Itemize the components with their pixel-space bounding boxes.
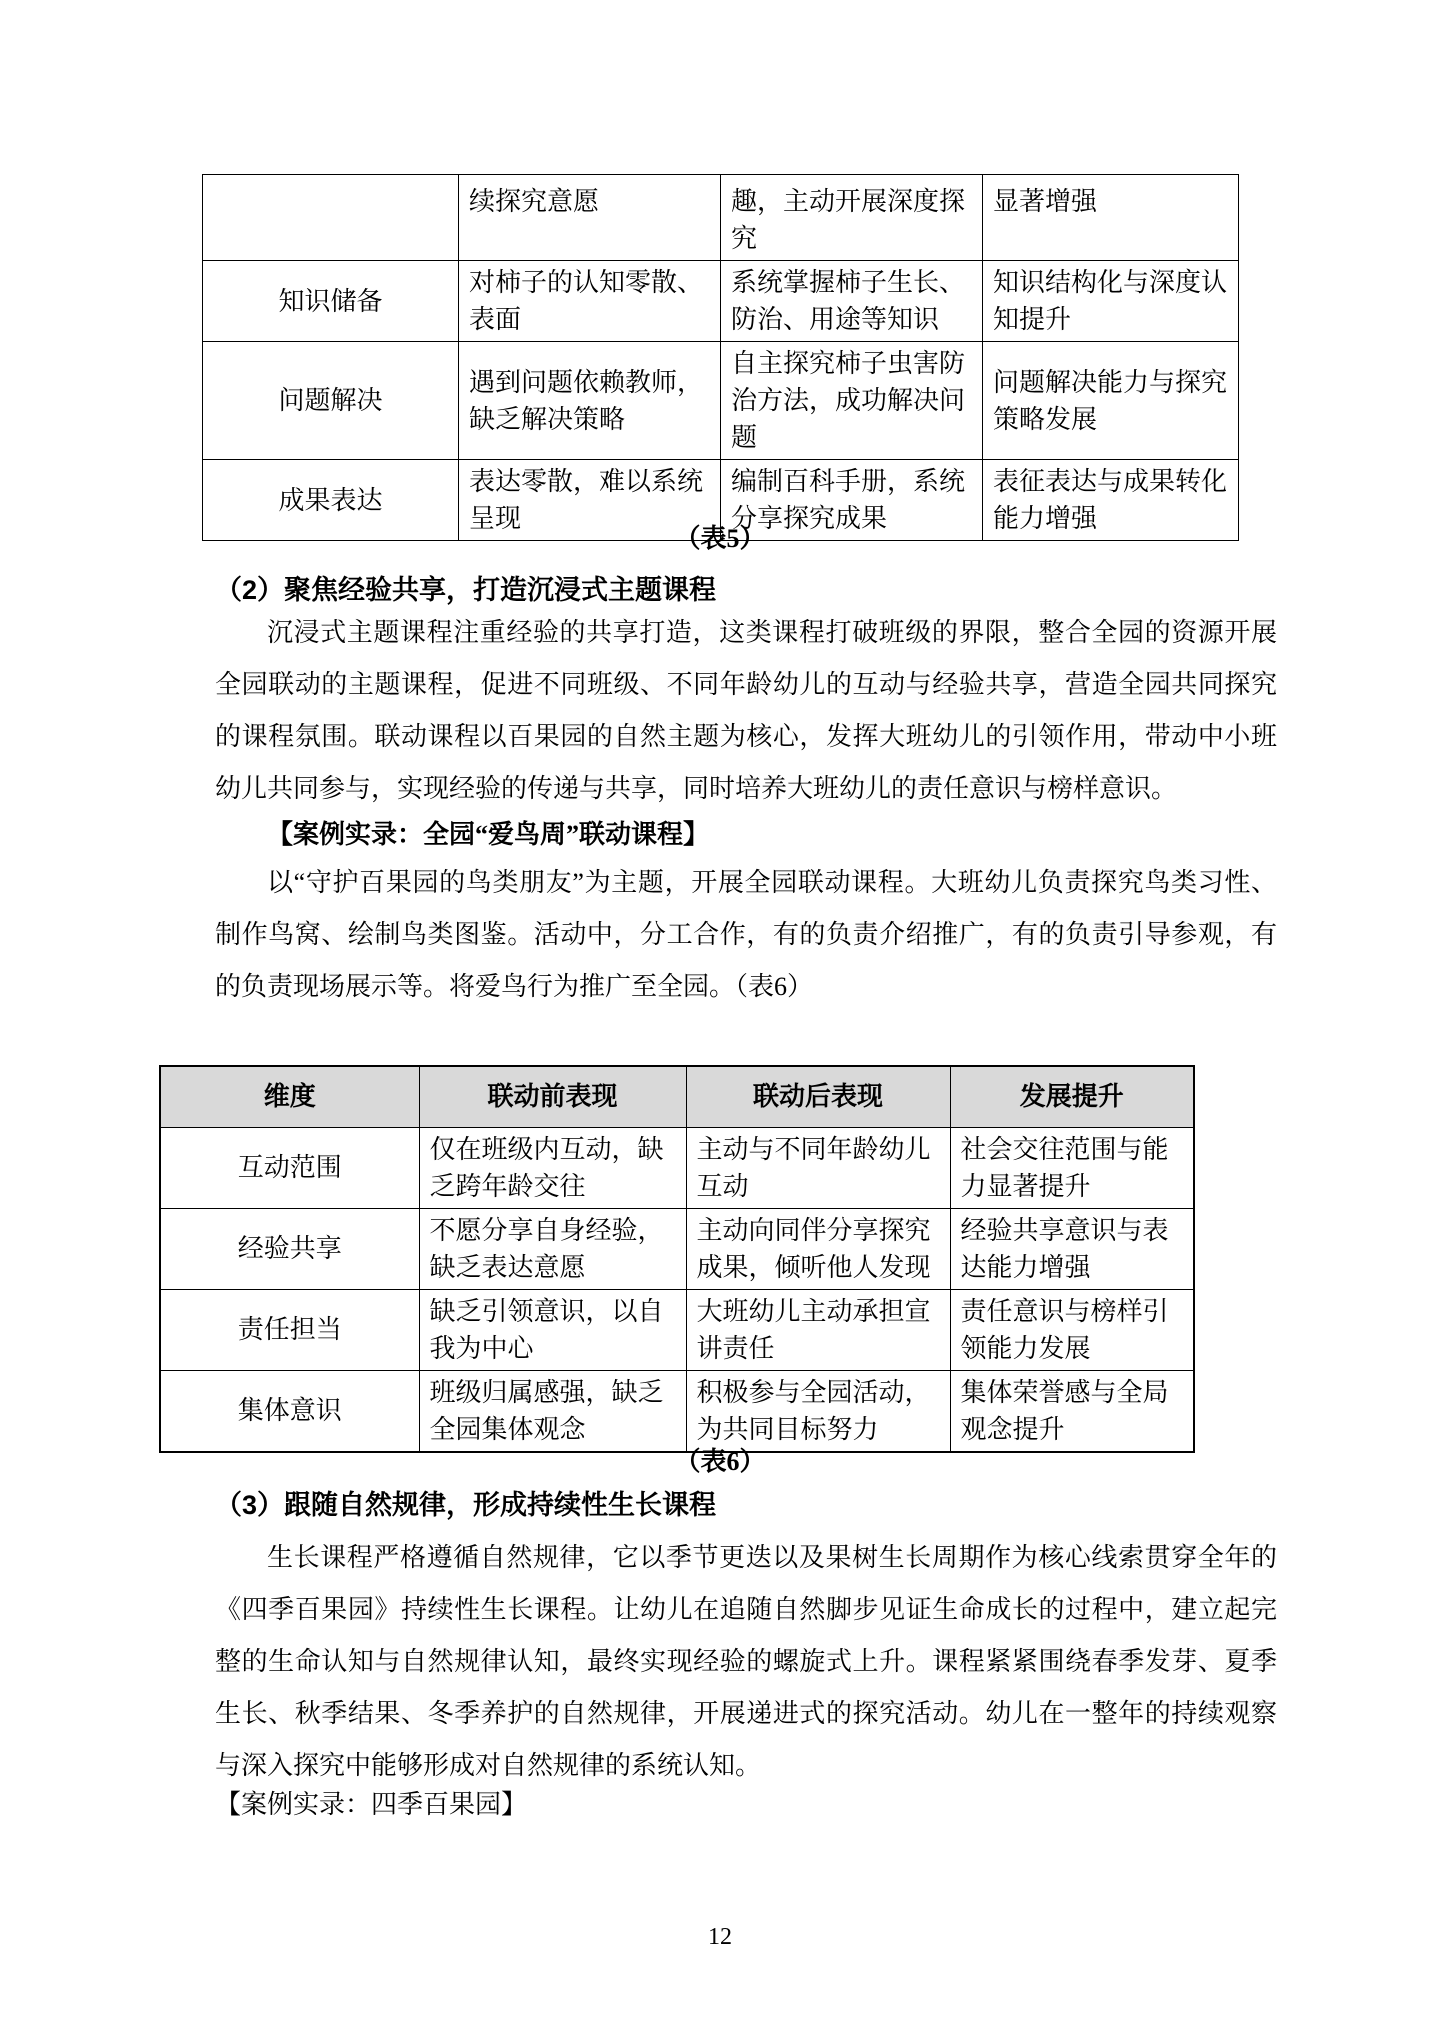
table-row bbox=[160, 1127, 1194, 1208]
table-header-cell: 维度 bbox=[160, 1066, 419, 1127]
table-cell: 表达零散，难以系统呈现 bbox=[459, 460, 721, 541]
case-record-title-four-seasons: 【案例实录：四季百果园】 bbox=[215, 1790, 528, 1819]
table-cell: 积极参与全园活动，为共同目标努力 bbox=[686, 1370, 950, 1452]
table-cell: 大班幼儿主动承担宣讲责任 bbox=[686, 1289, 950, 1370]
table-cell: 仅在班级内互动，缺乏跨年龄交往 bbox=[419, 1127, 686, 1208]
table-row bbox=[203, 261, 1239, 342]
table-6 bbox=[159, 1065, 1195, 1453]
section-2-heading: （2）聚焦经验共享，打造沉浸式主题课程 bbox=[215, 575, 717, 605]
table-header-cell: 联动前表现 bbox=[419, 1066, 686, 1127]
table-cell: 责任意识与榜样引领能力发展 bbox=[950, 1289, 1194, 1370]
table-row bbox=[160, 1289, 1194, 1370]
table-cell: 成果表达 bbox=[203, 460, 459, 541]
table-cell: 显著增强 bbox=[983, 175, 1239, 261]
table-cell: 集体意识 bbox=[160, 1370, 419, 1452]
table-cell: 经验共享意识与表达能力增强 bbox=[950, 1208, 1194, 1289]
table-cell: 知识储备 bbox=[203, 261, 459, 342]
table-cell bbox=[203, 175, 459, 261]
table-row bbox=[160, 1370, 1194, 1452]
table-cell: 表征表达与成果转化能力增强 bbox=[983, 460, 1239, 541]
table-cell: 社会交往范围与能力显著提升 bbox=[950, 1127, 1194, 1208]
table-cell: 集体荣誉感与全局观念提升 bbox=[950, 1370, 1194, 1452]
table-cell: 主动与不同年龄幼儿互动 bbox=[686, 1127, 950, 1208]
section-3-heading: （3）跟随自然规律，形成持续性生长课程 bbox=[215, 1490, 717, 1520]
table-header-row bbox=[160, 1066, 1194, 1127]
table-cell: 责任担当 bbox=[160, 1289, 419, 1370]
table-cell: 问题解决 bbox=[203, 342, 459, 460]
table-row bbox=[203, 175, 1239, 261]
table-cell: 自主探究柿子虫害防治方法，成功解决问题 bbox=[721, 342, 983, 460]
table-cell: 趣，主动开展深度探究 bbox=[721, 175, 983, 261]
page-number: 12 bbox=[708, 1924, 732, 1950]
table-cell: 不愿分享自身经验，缺乏表达意愿 bbox=[419, 1208, 686, 1289]
table-row bbox=[203, 342, 1239, 460]
table-cell: 系统掌握柿子生长、防治、用途等知识 bbox=[721, 261, 983, 342]
table-cell: 知识结构化与深度认知提升 bbox=[983, 261, 1239, 342]
table-cell: 互动范围 bbox=[160, 1127, 419, 1208]
section-2-paragraph: 沉浸式主题课程注重经验的共享打造，这类课程打破班级的界限，整合全园的资源开展全园联动的主题课程，促进不同班级、不同年龄幼儿的互动与经验共享，营造全园共同探究的课程氛围。联动课程以百果园的自然主题为核心，发挥大班幼儿的引领作用，带动中小班幼儿共同参与，实现经验的传递与共享，同时培养大班幼儿的责任意识与榜样意识。 bbox=[215, 618, 1277, 803]
table-6-caption: （表6） bbox=[674, 1447, 766, 1476]
table-5 bbox=[202, 174, 1239, 541]
case-record-paragraph-bird-week: 以“守护百果园的鸟类朋友”为主题，开展全园联动课程。大班幼儿负责探究鸟类习性、制作鸟窝、绘制鸟类图鉴。活动中，分工合作，有的负责介绍推广，有的负责引导参观，有的负责现场展示等。将爱鸟行为推广至全园。（表6） bbox=[215, 868, 1277, 1001]
table-header-cell: 联动后表现 bbox=[686, 1066, 950, 1127]
table-cell: 续探究意愿 bbox=[459, 175, 721, 261]
section-3-paragraph: 生长课程严格遵循自然规律，它以季节更迭以及果树生长周期作为核心线索贯穿全年的《四季百果园》持续性生长课程。让幼儿在追随自然脚步见证生命成长的过程中，建立起完整的生命认知与自然规律认知，最终实现经验的螺旋式上升。课程紧紧围绕春季发芽、夏季生长、秋季结果、冬季养护的自然规律，开展递进式的探究活动。幼儿在一整年的持续观察与深入探究中能够形成对自然规律的系统认知。 bbox=[215, 1543, 1277, 1780]
table-header-cell: 发展提升 bbox=[950, 1066, 1194, 1127]
table-cell: 缺乏引领意识，以自我为中心 bbox=[419, 1289, 686, 1370]
table-cell: 班级归属感强，缺乏全园集体观念 bbox=[419, 1370, 686, 1452]
table-cell: 问题解决能力与探究策略发展 bbox=[983, 342, 1239, 460]
table-row bbox=[160, 1208, 1194, 1289]
table-cell: 遇到问题依赖教师，缺乏解决策略 bbox=[459, 342, 721, 460]
table-cell: 主动向同伴分享探究成果，倾听他人发现 bbox=[686, 1208, 950, 1289]
table-cell: 编制百科手册，系统分享探究成果 bbox=[721, 460, 983, 541]
case-record-title-bird-week: 【案例实录：全园“爱鸟周”联动课程】 bbox=[267, 820, 710, 849]
table-5-caption: （表5） bbox=[674, 524, 766, 553]
table-cell: 对柿子的认知零散、表面 bbox=[459, 261, 721, 342]
table-cell: 经验共享 bbox=[160, 1208, 419, 1289]
